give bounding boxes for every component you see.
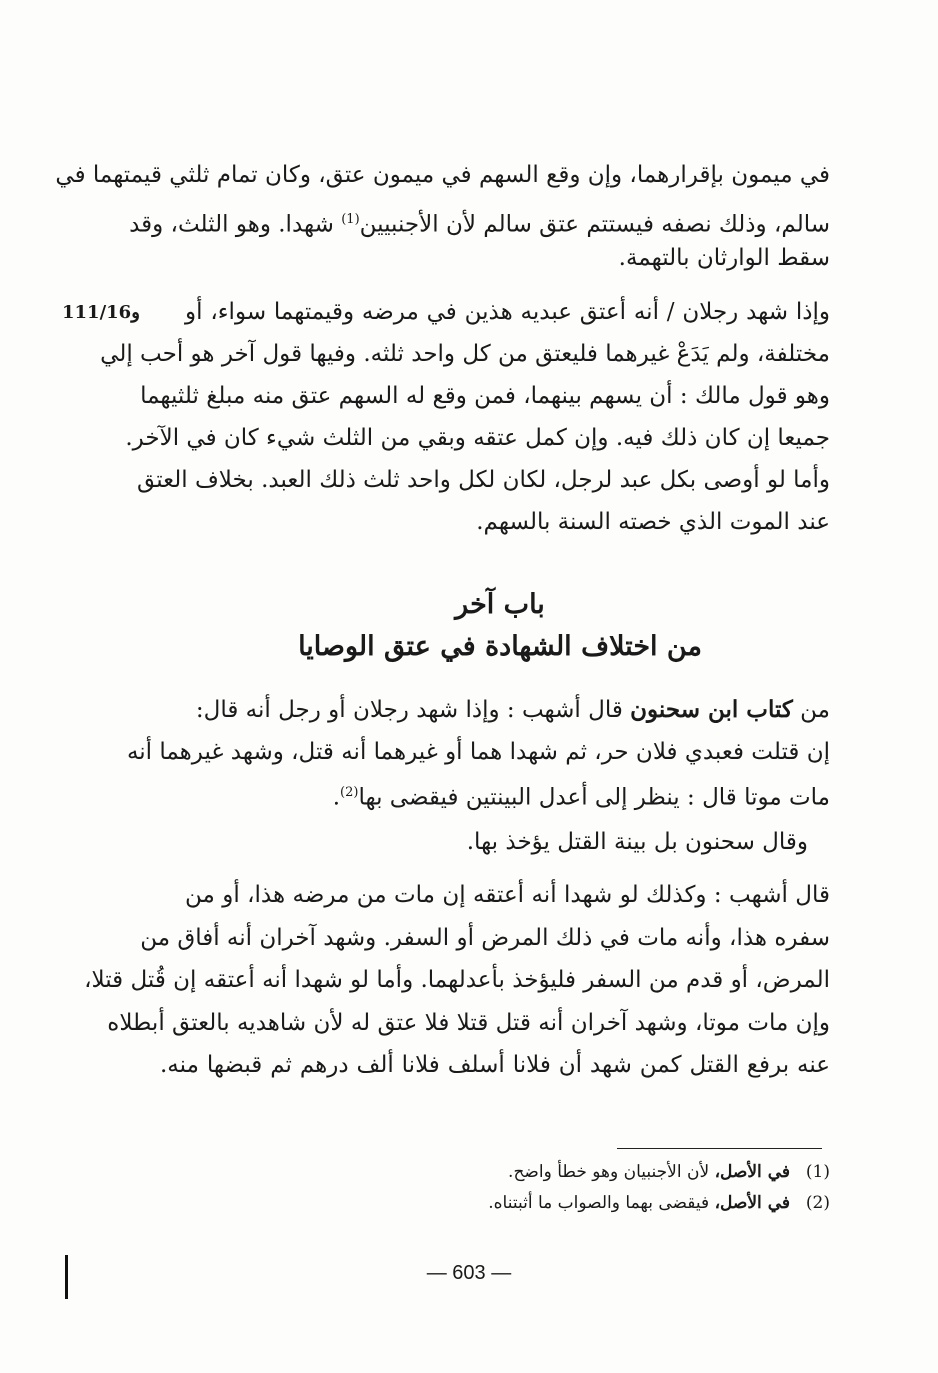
text-line: وقال سحنون بل بينة القتل يؤخذ بها. [466, 829, 808, 855]
footnote-label: في الأصل، [714, 1193, 790, 1213]
footnote-ref: (1) [341, 212, 360, 227]
text-line: إن قتلت فعبدي فلان حر، ثم شهدا هما أو غيرهما أنه قتل، وشهد غيرهما أنه [126, 739, 830, 765]
footnote-ref: (2) [340, 785, 359, 800]
footnote [488, 1191, 830, 1215]
text-line: سقط الوارثان بالتهمة. [618, 245, 830, 271]
text-line: عند الموت الذي خصته السنة بالسهم. [476, 509, 830, 535]
text-line: وإن مات موتا، وشهد آخران أنه قتل قتلا فلا عتق له لأن شاهديه بالعتق أبطلاه [107, 1010, 830, 1036]
text-line [333, 778, 830, 813]
footnote-divider [617, 1148, 822, 1149]
footnote-number: (1) [805, 1162, 830, 1182]
section-heading-line2: من اختلاف الشهادة في عتق الوصايا [298, 631, 702, 662]
text-line: وأما لو أوصى بكل عبد لرجل، لكان لكل واحد ثلث ذلك العبد. بخلاف العتق [137, 467, 830, 493]
text-fragment: شهدا. وهو الثلث، وقد [129, 211, 342, 238]
source-title: كتاب ابن سحنون [630, 696, 793, 723]
text-line: جميعا إن كان ذلك فيه. وإن كمل عتقه وبقي من الثلث شيء كان في الآخر. [125, 425, 830, 451]
text-line [195, 695, 830, 725]
footnote [508, 1160, 830, 1184]
text-fragment: قال أشهب : وإذا شهد رجلان أو رجل أنه قال: [195, 697, 631, 723]
text-line: سفره هذا، وأنه مات في ذلك المرض أو السفر. وشهد آخران أنه أفاق من [140, 925, 830, 951]
text-fragment: من [792, 697, 830, 723]
footnote-text: لأن الأجنبيان وهو خطأ واضح. [508, 1162, 715, 1182]
footnote-text: فيقضى بهما والصواب ما أثبتناه. [488, 1193, 715, 1213]
text-line: وإذا شهد رجلان / أنه أعتق عبديه هذين في مرضه وقيمتهما سواء، أو [185, 299, 830, 325]
text-line: مختلفة، ولم يَدَعْ غيرهما فليعتق من كل واحد ثلثه. وفيها قول آخر هو أحب إلي [100, 341, 830, 367]
footnote-number: (2) [805, 1193, 830, 1213]
section-heading-line1: باب آخر [455, 589, 545, 620]
text-line: عنه برفع القتل كمن شهد أن فلانا أسلف فلانا ألف درهم ثم قبضها منه. [160, 1052, 830, 1078]
footnote-label: في الأصل، [714, 1162, 790, 1182]
text-line [129, 205, 830, 240]
text-line: وهو قول مالك : أن يسهم بينهما، فمن وقع له السهم عتق منه مبلغ ثلثيهما [140, 383, 830, 409]
margin-folio-note: 111/16و [62, 302, 140, 323]
text-line: في ميمون بإقرارهما، وإن وقع السهم في ميمون عتق، وكان تمام ثلثي قيمتهما في [55, 162, 830, 188]
text-line: قال أشهب : وكذلك لو شهدا أنه أعتقه إن مات من مرضه هذا، أو من [185, 882, 830, 908]
page-number: — 603 — [426, 1262, 512, 1284]
scan-edge-mark [65, 1255, 68, 1299]
text-fragment: مات موتا قال : ينظر إلى أعدل البينتين فيقضى بها [358, 784, 830, 811]
text-line: المرض، أو قدم من السفر فليؤخذ بأعدلهما. وأما لو شهدا أنه أعتقه إن قُتل قتلا، [84, 967, 830, 993]
text-fragment: سالم، وذلك نصفه فيستتم عتق سالم لأن الأجنبيين [359, 211, 830, 238]
text-fragment: . [332, 784, 341, 811]
